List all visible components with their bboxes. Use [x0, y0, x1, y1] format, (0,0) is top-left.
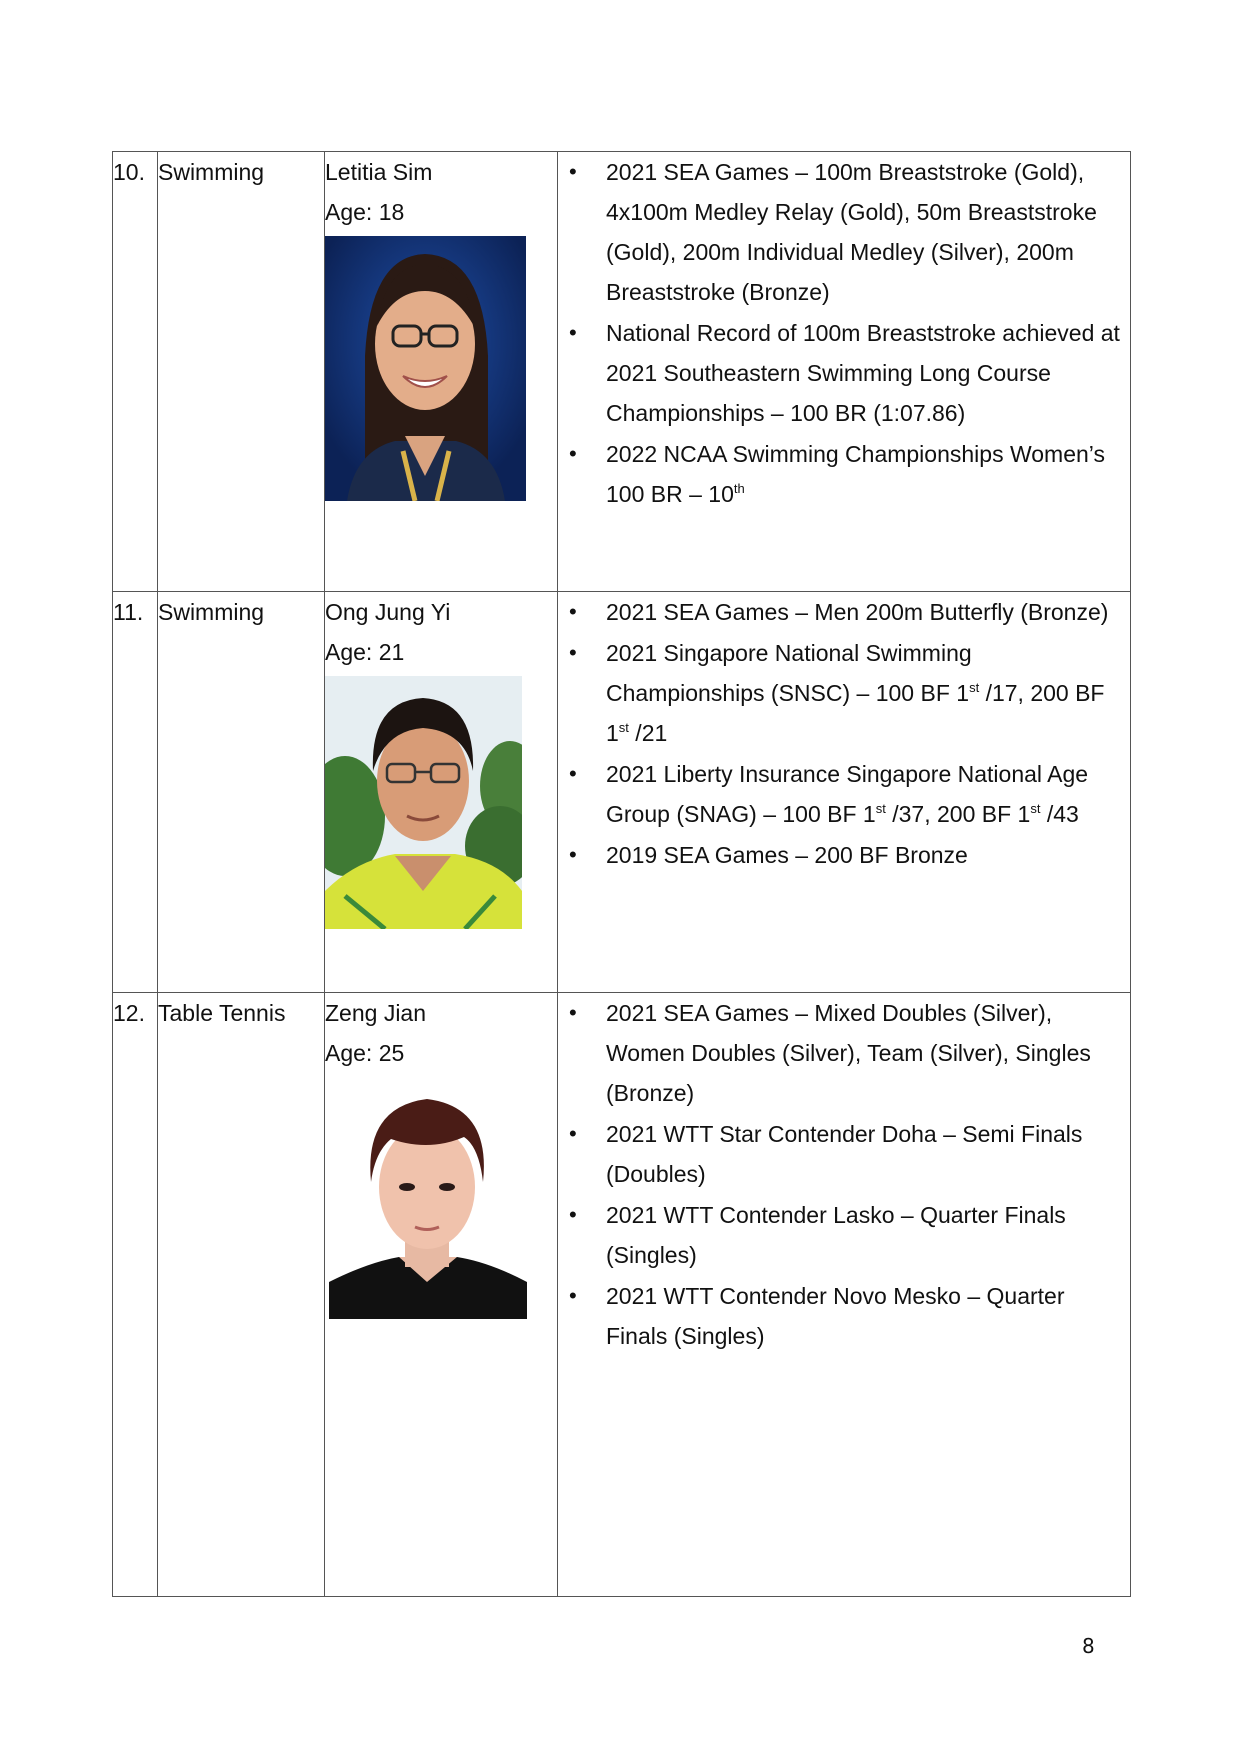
athlete-cell — [325, 152, 558, 592]
athletes-table — [112, 151, 1131, 1597]
athlete-age: Age: 25 — [325, 1040, 405, 1066]
list-item: • 2022 NCAA Swimming Championships Women’s 100 BR – 10th — [606, 434, 1130, 514]
table-row — [113, 592, 1131, 993]
athlete-cell — [325, 592, 558, 993]
athlete-photo — [325, 236, 526, 501]
achievement-list — [558, 592, 1130, 875]
achievement-list — [558, 152, 1130, 514]
athlete-name: Zeng Jian — [325, 1000, 427, 1026]
list-item: • 2021 Singapore National Swimming Championships (SNSC) – 100 BF 1st /17, 200 BF 1st /21 — [606, 633, 1130, 753]
table-row — [113, 993, 1131, 1597]
achievement-list — [558, 993, 1130, 1356]
athlete-cell — [325, 993, 558, 1597]
sport-cell: Swimming — [158, 592, 325, 993]
list-item: • 2021 SEA Games – Mixed Doubles (Silver), Women Doubles (Silver), Team (Silver), Singles (Bronze) — [606, 993, 1130, 1113]
table-row — [113, 152, 1131, 592]
achievements-cell — [558, 993, 1131, 1597]
list-item: • 2021 SEA Games – Men 200m Butterfly (Bronze) — [606, 592, 1130, 632]
list-item: • National Record of 100m Breaststroke achieved at 2021 Southeastern Swimming Long Course Championships – 100 BR (1:07.86) — [606, 313, 1130, 433]
list-item: • 2021 WTT Contender Novo Mesko – Quarter Finals (Singles) — [606, 1276, 1130, 1356]
list-item: • 2021 SEA Games – 100m Breaststroke (Gold), 4x100m Medley Relay (Gold), 50m Breaststroke (Gold), 200m Individual Medley (Silver), 200m Breaststroke (Bronze) — [606, 152, 1130, 312]
athlete-name: Ong Jung Yi — [325, 599, 451, 625]
row-number: 11. — [113, 592, 158, 993]
page-number: 8 — [1082, 1634, 1095, 1658]
row-number: 12. — [113, 993, 158, 1597]
athlete-age: Age: 18 — [325, 199, 405, 225]
list-item: • 2019 SEA Games – 200 BF Bronze — [606, 835, 1130, 875]
athlete-photo — [325, 676, 522, 929]
list-item: • 2021 WTT Contender Lasko – Quarter Finals (Singles) — [606, 1195, 1130, 1275]
achievements-cell — [558, 592, 1131, 993]
athlete-name: Letitia Sim — [325, 159, 433, 185]
achievements-cell — [558, 152, 1131, 592]
row-number: 10. — [113, 152, 158, 592]
list-item: • 2021 WTT Star Contender Doha – Semi Finals (Doubles) — [606, 1114, 1130, 1194]
athlete-age: Age: 21 — [325, 639, 405, 665]
sport-cell: Swimming — [158, 152, 325, 592]
sport-cell: Table Tennis — [158, 993, 325, 1597]
list-item: • 2021 Liberty Insurance Singapore National Age Group (SNAG) – 100 BF 1st /37, 200 BF 1st /43 — [606, 754, 1130, 834]
athlete-photo — [329, 1077, 527, 1319]
